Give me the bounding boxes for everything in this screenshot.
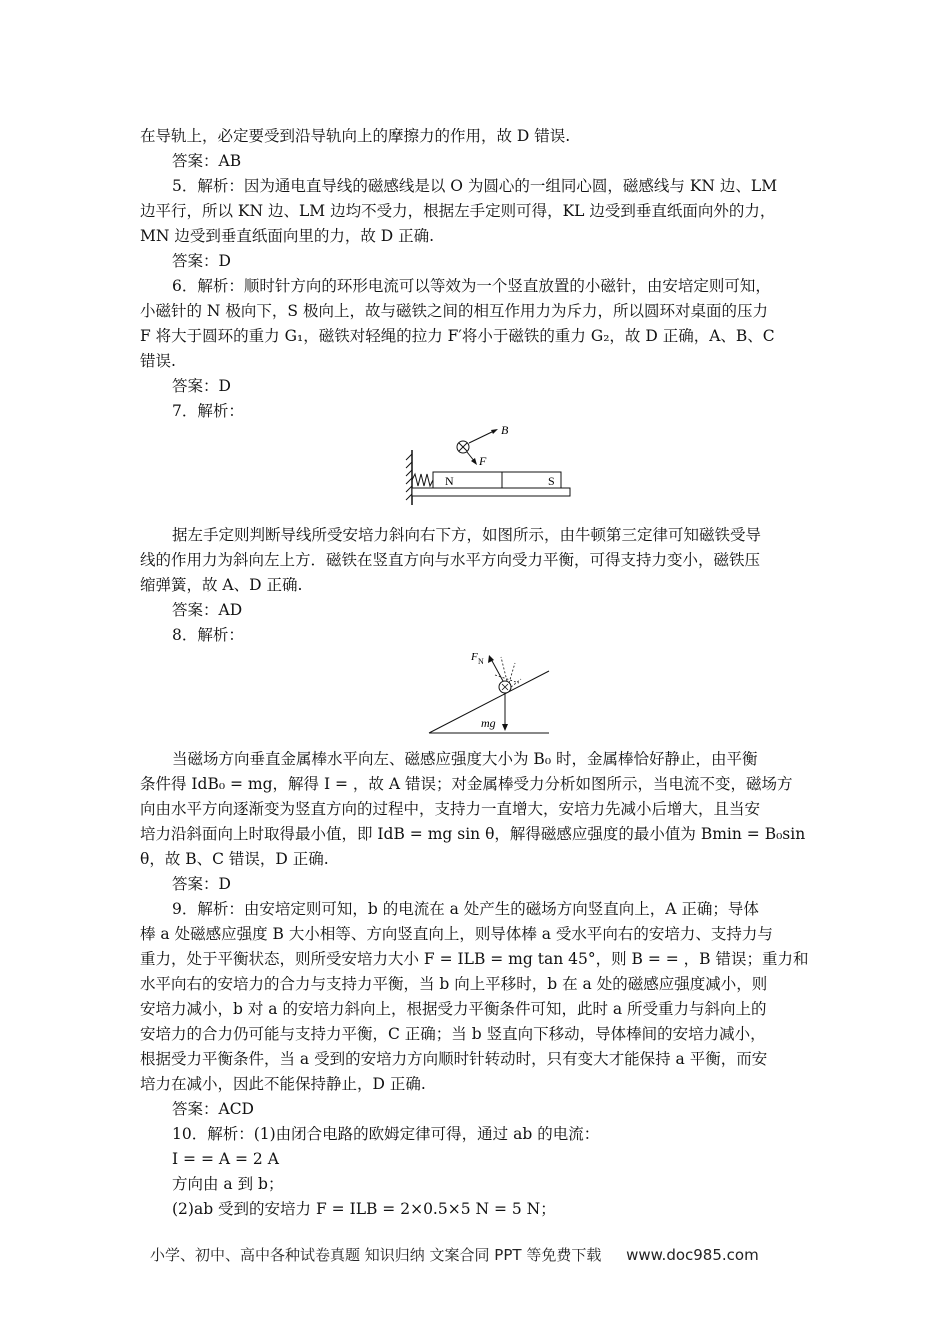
text-line: 棒 a 处磁感应强度 B 大小相等、方向竖直向上，则导体棒 a 受水平向右的安培力、支持力与 bbox=[140, 925, 773, 943]
table-surface bbox=[412, 488, 570, 496]
wall-hatching bbox=[406, 454, 412, 500]
text-line: F 将大于圆环的重力 G₁，磁铁对轻绳的拉力 F′将小于磁铁的重力 G₂，故 D 正确，A、B、C bbox=[140, 327, 775, 345]
spring bbox=[412, 474, 433, 486]
gravity-label: mg bbox=[481, 716, 496, 730]
magnet-north-label: N bbox=[445, 474, 454, 488]
text-line: 据左手定则判断导线所受安培力斜向右下方，如图所示，由牛顿第三定律可知磁铁受导 bbox=[172, 526, 762, 544]
answer-line: 答案：AD bbox=[172, 601, 243, 619]
text-line: 小磁针的 N 极向下，S 极向上，故与磁铁之间的相互作用力为斥力，所以圆环对桌面的压力 bbox=[140, 302, 768, 320]
text-line: 安培力的合力仍可能与支持力平衡，C 正确；当 b 竖直向下移动，导体棒间的安培力减小， bbox=[140, 1025, 766, 1043]
text-line: 向由水平方向逐渐变为竖直方向的过程中，支持力一直增大，安培力先减小后增大，且当安 bbox=[140, 800, 761, 818]
solution-7-heading: 7．解析： bbox=[172, 402, 244, 420]
text-line: 条件得 IdB₀ = mg，解得 I = ，故 A 错误；对金属棒受力分析如图所示，当电流不变，磁场方 bbox=[140, 775, 793, 793]
incline-force-diagram bbox=[425, 645, 565, 737]
answer-line: 答案：D bbox=[172, 875, 231, 893]
field-label: B bbox=[501, 423, 509, 437]
text-line: 培力沿斜面向上时取得最小值，即 IdB = mg sin θ，解得磁感应强度的最小值为 Bmin = B₀sin bbox=[140, 825, 806, 843]
footer-text: 小学、初中、高中各种试卷真题 知识归纳 文案合同 PPT 等免费下载 bbox=[150, 1246, 602, 1264]
text-line: 线的作用力为斜向左上方．磁铁在竖直方向与水平方向受力平衡，可得支持力变小，磁铁压 bbox=[140, 551, 761, 569]
answer-line: 答案：AB bbox=[172, 152, 242, 170]
text-line: 方向由 a 到 b； bbox=[172, 1175, 284, 1193]
text-line: 安培力减小，b 对 a 的安培力斜向上，根据受力平衡条件可知，此时 a 所受重力与斜向上的 bbox=[140, 1000, 767, 1018]
dashed-force bbox=[501, 657, 507, 681]
solution-9-heading: 9．解析：由安培定则可知，b 的电流在 a 处产生的磁场方向竖直向上，A 正确；导体 bbox=[172, 900, 759, 918]
text-line: 水平向右的安培力的合力与支持力平衡，当 b 向上平移时，b 在 a 处的磁感应强度减小，则 bbox=[140, 975, 768, 993]
text-line: 在导轨上，必定要受到沿导轨向上的摩擦力的作用，故 D 错误. bbox=[140, 127, 571, 145]
text-line: 根据受力平衡条件，当 a 受到的安培力方向顺时针转动时，只有变大才能保持 a 平衡，而安 bbox=[140, 1050, 768, 1068]
footer-link[interactable]: www.doc985.com bbox=[626, 1246, 759, 1264]
text-line: 缩弹簧，故 A、D 正确. bbox=[140, 576, 303, 594]
solution-6-heading: 6．解析：顺时针方向的环形电流可以等效为一个竖直放置的小磁针，由安培定则可知， bbox=[172, 277, 771, 295]
formula-line: I = = A = 2 A bbox=[172, 1150, 279, 1168]
text-line: 边平行，所以 KN 边、LM 边均不受力，根据左手定则可得，KL 边受到垂直纸面向外的力， bbox=[140, 202, 776, 220]
text-line: 培力在减小，因此不能保持静止，D 正确. bbox=[140, 1075, 426, 1093]
page-footer bbox=[150, 1244, 759, 1265]
solution-8-heading: 8．解析： bbox=[172, 626, 244, 644]
answer-line: 答案：ACD bbox=[172, 1100, 254, 1118]
dashed-force bbox=[509, 663, 515, 683]
solution-5-heading: 5．解析：因为通电直导线的磁感线是以 O 为圆心的一组同心圆，磁感线与 KN 边、LM bbox=[172, 177, 778, 195]
force-label: F bbox=[479, 454, 487, 468]
normal-force-label: F bbox=[471, 651, 478, 663]
text-line: θ，故 B、C 错误，D 正确. bbox=[140, 850, 329, 868]
text-line: 错误. bbox=[140, 352, 176, 370]
answer-line: 答案：D bbox=[172, 377, 231, 395]
answer-line: 答案：D bbox=[172, 252, 231, 270]
normal-force-arrow bbox=[491, 659, 503, 681]
field-arrow bbox=[469, 430, 496, 443]
magnet-south-label: S bbox=[548, 474, 555, 488]
solution-10-heading: 10．解析：(1)由闭合电路的欧姆定律可得，通过 ab 的电流： bbox=[172, 1125, 600, 1143]
text-line: (2)ab 受到的安培力 F = ILB = 2×0.5×5 N = 5 N； bbox=[172, 1200, 556, 1218]
magnet-force-diagram bbox=[400, 420, 580, 510]
text-line: MN 边受到垂直纸面向里的力，故 D 正确. bbox=[140, 227, 435, 245]
normal-force-subscript: N bbox=[478, 657, 484, 666]
text-line: 当磁场方向垂直金属棒水平向左、磁感应强度大小为 B₀ 时，金属棒恰好静止，由平衡 bbox=[172, 750, 758, 768]
text-line: 重力，处于平衡状态，则所受安培力大小 F = ILB = mg tan 45°，则 B = = ，B 错误；重力和 bbox=[140, 950, 809, 968]
